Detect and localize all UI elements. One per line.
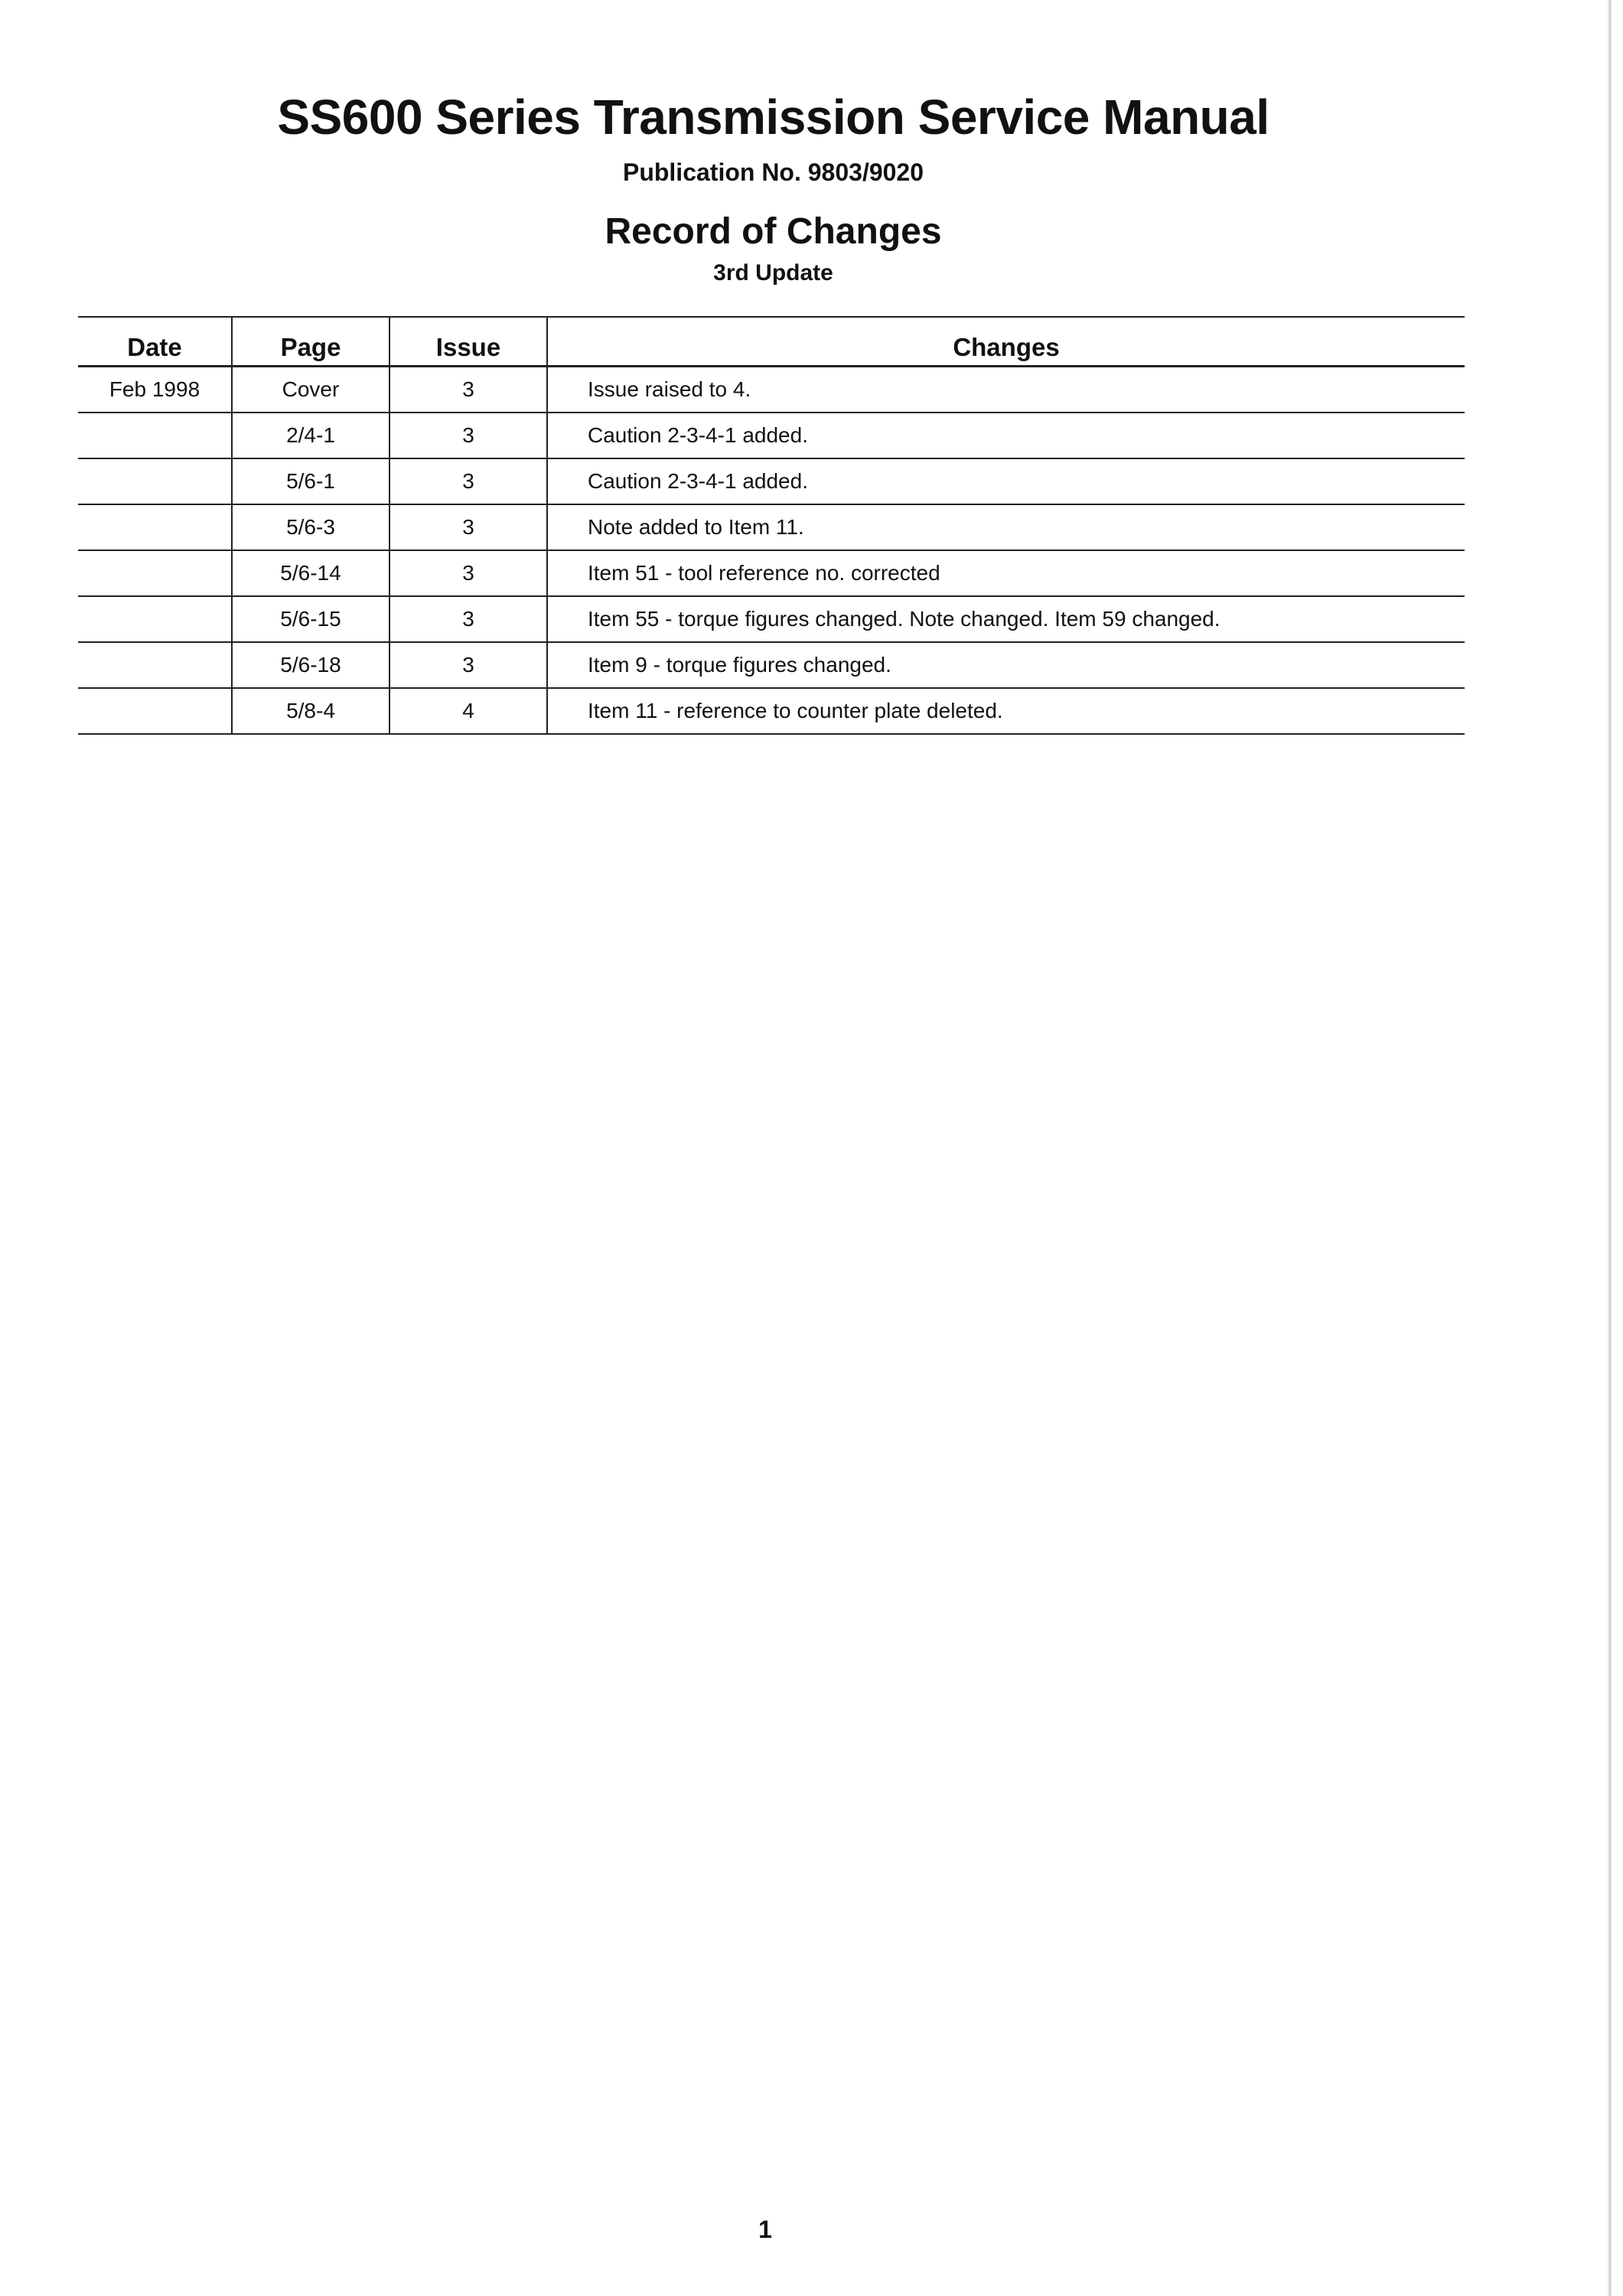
header-date: Date xyxy=(78,317,232,367)
section-title: Record of Changes xyxy=(605,211,942,252)
table-row xyxy=(78,688,1465,734)
table-row xyxy=(78,504,1465,550)
cell-changes: Item 55 - torque figures changed. Note changed. Item 59 changed. xyxy=(547,596,1465,642)
table-row xyxy=(78,458,1465,504)
table-row xyxy=(78,367,1465,413)
update-label: 3rd Update xyxy=(713,260,833,285)
cell-date xyxy=(78,596,232,642)
cell-issue: 3 xyxy=(389,458,547,504)
cell-page: 2/4-1 xyxy=(232,413,389,458)
cell-changes: Caution 2-3-4-1 added. xyxy=(547,458,1465,504)
document-title: SS600 Series Transmission Service Manual xyxy=(277,90,1269,145)
cell-issue: 3 xyxy=(389,550,547,596)
cell-date xyxy=(78,688,232,734)
record-of-changes-table xyxy=(78,316,1465,735)
cell-changes: Caution 2-3-4-1 added. xyxy=(547,413,1465,458)
cell-changes: Item 11 - reference to counter plate deleted. xyxy=(547,688,1465,734)
cell-page: 5/6-15 xyxy=(232,596,389,642)
table-row xyxy=(78,413,1465,458)
cell-changes: Item 51 - tool reference no. corrected xyxy=(547,550,1465,596)
cell-page: 5/6-18 xyxy=(232,642,389,688)
cell-page: 5/6-1 xyxy=(232,458,389,504)
cell-changes: Issue raised to 4. xyxy=(547,367,1465,413)
cell-date xyxy=(78,504,232,550)
publication-number: Publication No. 9803/9020 xyxy=(622,158,924,186)
page-number: 1 xyxy=(758,2216,772,2243)
cell-issue: 3 xyxy=(389,642,547,688)
header-issue: Issue xyxy=(389,317,547,367)
cell-date xyxy=(78,458,232,504)
header-page: Page xyxy=(232,317,389,367)
cell-changes: Note added to Item 11. xyxy=(547,504,1465,550)
cell-date xyxy=(78,550,232,596)
scanned-page-edge xyxy=(1607,0,1612,2296)
cell-issue: 3 xyxy=(389,504,547,550)
cell-issue: 3 xyxy=(389,367,547,413)
table-row xyxy=(78,596,1465,642)
cell-date xyxy=(78,642,232,688)
cell-page: Cover xyxy=(232,367,389,413)
cell-issue: 3 xyxy=(389,596,547,642)
cell-page: 5/6-3 xyxy=(232,504,389,550)
cell-changes: Item 9 - torque figures changed. xyxy=(547,642,1465,688)
table-row xyxy=(78,550,1465,596)
table-row xyxy=(78,642,1465,688)
cell-date xyxy=(78,413,232,458)
cell-issue: 3 xyxy=(389,413,547,458)
cell-date: Feb 1998 xyxy=(78,367,232,413)
cell-issue: 4 xyxy=(389,688,547,734)
table-header-row xyxy=(78,317,1465,367)
cell-page: 5/6-14 xyxy=(232,550,389,596)
cell-page: 5/8-4 xyxy=(232,688,389,734)
header-changes: Changes xyxy=(547,317,1465,367)
